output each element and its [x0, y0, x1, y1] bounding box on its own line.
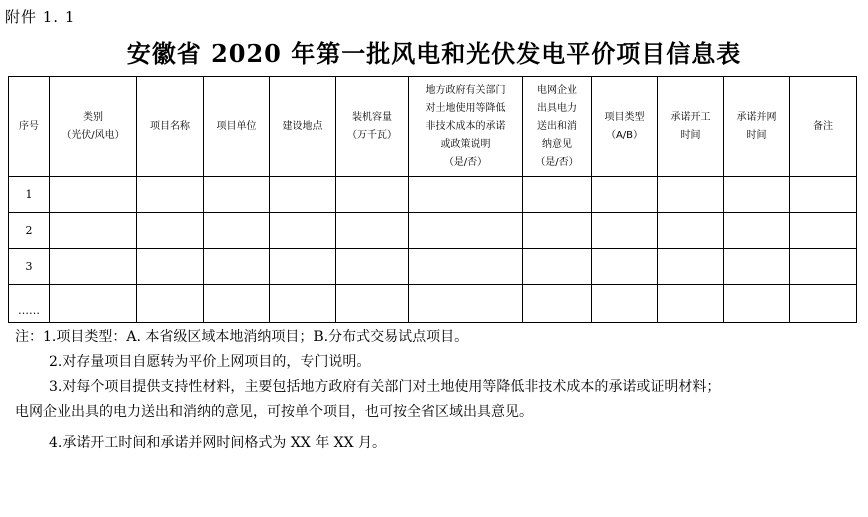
table-cell [592, 249, 658, 285]
table-cell [50, 213, 137, 249]
table-cell [336, 249, 409, 285]
table-cell [592, 213, 658, 249]
note-3-continued: 电网企业出具的电力送出和消纳的意见，可按单个项目，也可按全省区域出具意见。 [15, 404, 533, 420]
table-cell [137, 177, 204, 213]
table-cell [336, 177, 409, 213]
header-seq: 序号 [9, 77, 50, 177]
table-cell [409, 177, 523, 213]
table-row [9, 249, 857, 285]
table-cell [409, 285, 523, 323]
table-cell [409, 213, 523, 249]
project-info-table [8, 76, 857, 323]
header-government-commitment: 地方政府有关部门 对土地使用等降低 非技术成本的承诺 或政策说明 （是/否） [409, 77, 523, 177]
header-grid-connection-time: 承诺并网 时间 [724, 77, 790, 177]
header-project-name: 项目名称 [137, 77, 204, 177]
table-cell [658, 285, 724, 323]
row-number: 2 [9, 213, 50, 249]
table-cell [790, 249, 857, 285]
table-cell [137, 249, 204, 285]
table-cell [336, 285, 409, 323]
table-cell [50, 285, 137, 323]
table-cell [592, 285, 658, 323]
row-number: 1 [9, 177, 50, 213]
table-cell [270, 249, 336, 285]
table-cell [270, 177, 336, 213]
table-cell [50, 177, 137, 213]
header-project-unit: 项目单位 [204, 77, 270, 177]
table-cell [409, 249, 523, 285]
table-cell [592, 177, 658, 213]
table-row [9, 177, 857, 213]
table-cell [790, 213, 857, 249]
attachment-label: 附件 1. 1 [5, 8, 76, 26]
table-header-row [9, 77, 857, 177]
table-cell [204, 249, 270, 285]
table-cell [790, 177, 857, 213]
table-cell [658, 213, 724, 249]
table-cell [724, 285, 790, 323]
table-cell [724, 213, 790, 249]
table-cell [658, 249, 724, 285]
header-location: 建设地点 [270, 77, 336, 177]
table-row [9, 285, 857, 323]
note-3: 3.对每个项目提供支持性材料，主要包括地方政府有关部门对土地使用等降低非技术成本的承诺或证明材料； [49, 379, 721, 395]
row-number: 3 [9, 249, 50, 285]
table-cell [270, 285, 336, 323]
table-cell [523, 213, 592, 249]
table-cell [137, 285, 204, 323]
table-cell [50, 249, 137, 285]
table-cell [724, 177, 790, 213]
table-cell [523, 285, 592, 323]
header-project-type: 项目类型 （A/B） [592, 77, 658, 177]
table-cell [204, 213, 270, 249]
table-cell [523, 177, 592, 213]
document-title: 安徽省 2020 年第一批风电和光伏发电平价项目信息表 [126, 39, 742, 68]
table-cell [204, 285, 270, 323]
table-cell [204, 177, 270, 213]
table-cell [658, 177, 724, 213]
header-category: 类别 （光伏/风电） [50, 77, 137, 177]
table-cell [724, 249, 790, 285]
header-start-time: 承诺开工 时间 [658, 77, 724, 177]
note-2: 2.对存量项目自愿转为平价上网项目的，专门说明。 [49, 354, 371, 370]
row-number: …… [9, 285, 50, 323]
header-remarks: 备注 [790, 77, 857, 177]
note-4: 4.承诺开工时间和承诺并网时间格式为 XX 年 XX 月。 [49, 435, 387, 451]
table-row [9, 213, 857, 249]
header-capacity: 装机容量 （万千瓦） [336, 77, 409, 177]
table-cell [270, 213, 336, 249]
table-cell [336, 213, 409, 249]
header-grid-opinion: 电网企业 出具电力 送出和消 纳意见 （是/否） [523, 77, 592, 177]
note-1: 注：1.项目类型：A. 本省级区域本地消纳项目；B.分布式交易试点项目。 [15, 329, 469, 345]
table-cell [523, 249, 592, 285]
table-cell [790, 285, 857, 323]
table-cell [137, 213, 204, 249]
